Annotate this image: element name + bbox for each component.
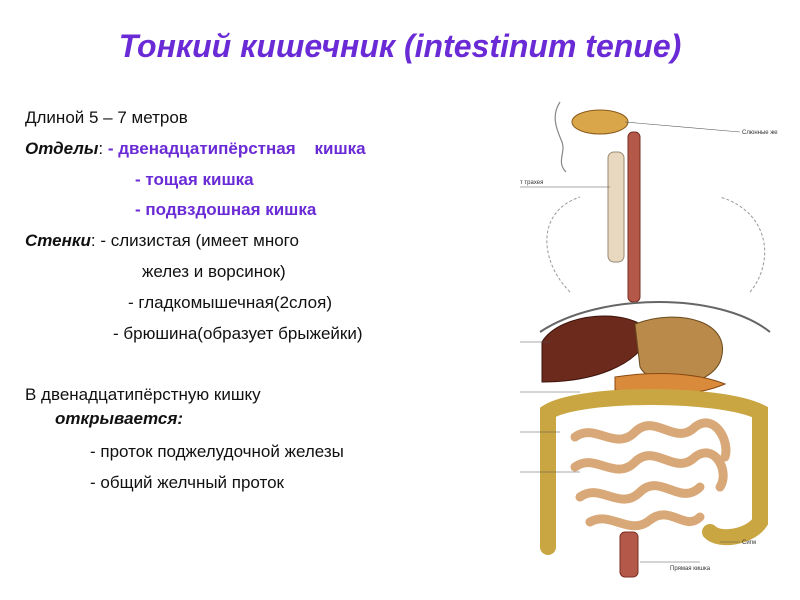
salivary-glands [572, 110, 628, 134]
esophagus [628, 132, 640, 302]
liver [542, 316, 650, 382]
label-rectum: Прямая кишка [670, 566, 711, 572]
head-outline [555, 102, 566, 172]
wall-mucosa-cont: желез и ворсинок) [142, 262, 286, 281]
section-ileum: - подвздошная кишка [135, 200, 317, 219]
length-text: Длиной 5 – 7 метров [25, 108, 188, 127]
label-trachea: т трахея [520, 180, 544, 186]
section-jejunum: - тощая кишка [135, 170, 254, 189]
walls-label: Стенки [25, 231, 91, 250]
small-intestine [575, 423, 726, 526]
duct-bile: - общий желчный проток [90, 473, 284, 492]
slide-title: Тонкий кишечник (intestinum tenue) [118, 28, 682, 64]
section-duodenum: - двенадцатипёрстная кишка [107, 139, 366, 158]
lungs-outline [547, 197, 765, 292]
walls-row [25, 231, 299, 251]
label-salivary-glands: Слюнные же [742, 130, 778, 136]
sections-row [25, 139, 366, 159]
trachea [608, 152, 624, 262]
walls-colon: : [90, 231, 96, 250]
rectum [620, 532, 638, 577]
digestive-system-diagram [520, 92, 788, 592]
wall-muscle: - гладкомышечная(2слоя) [128, 293, 332, 312]
duodenum-opens: открывается: [55, 409, 183, 428]
duct-pancreatic: - проток поджелудочной железы [90, 442, 344, 461]
wall-mucosa: - слизистая (имеет много [100, 231, 299, 250]
sections-label: Отделы [25, 139, 99, 158]
duodenum-intro: В двенадцатипёрстную кишку [25, 385, 261, 404]
label-sigmoid: Сигм [742, 540, 756, 546]
wall-peritoneum: - брюшина(образует брыжейки) [113, 324, 363, 343]
sections-colon: : [98, 139, 104, 158]
